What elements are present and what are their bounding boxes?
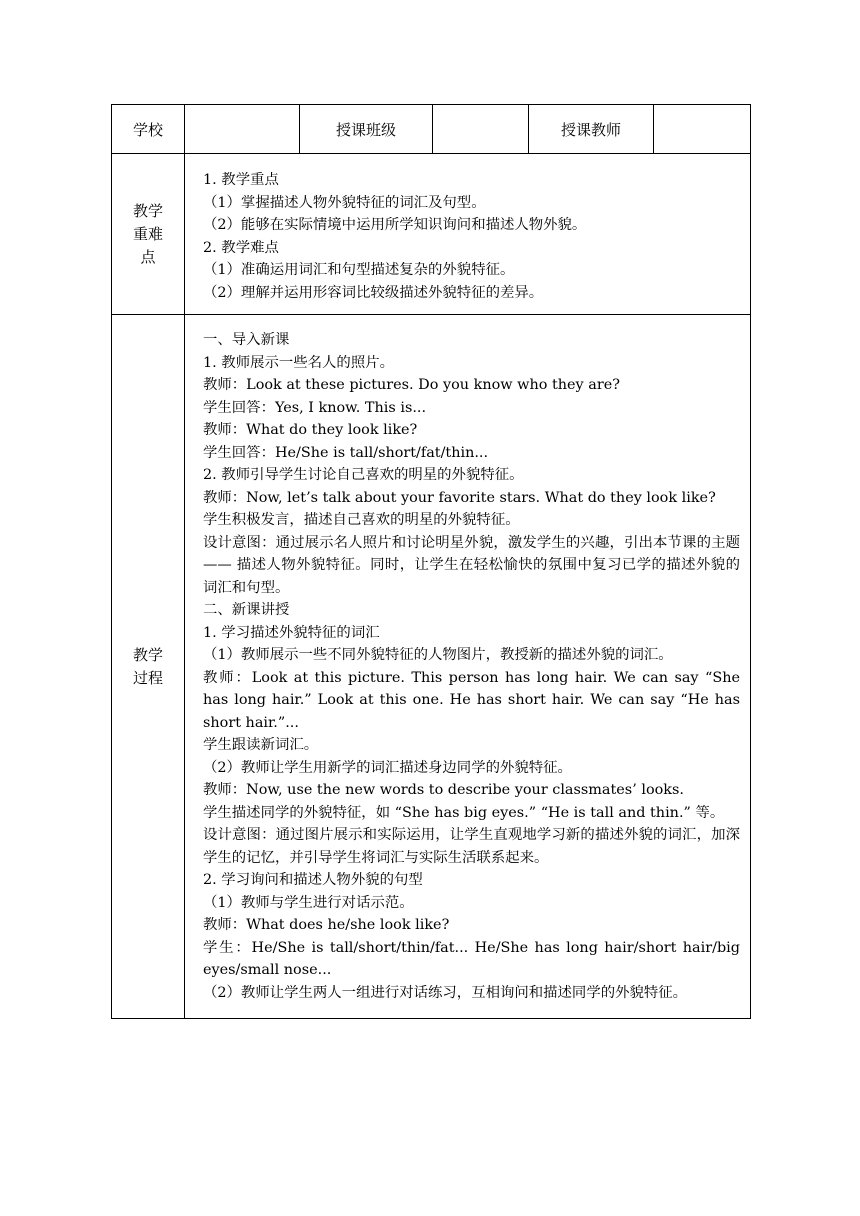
process-line: 教师：Now, use the new words to describe your classmates’ looks. [203,782,684,798]
header-row [112,105,751,154]
key-points-label [112,154,185,315]
school-value [185,105,300,154]
process-line: 教师：What do they look like? [203,422,418,438]
school-label: 学校 [112,105,185,154]
class-label: 授课班级 [300,105,433,154]
process-line: 二、新课讲授 [203,602,290,618]
key-points-line: （1）准确运用词汇和句型描述复杂的外貌特征。 [203,262,515,278]
key-points-line: （2）能够在实际情境中运用所学知识询问和描述人物外貌。 [203,217,587,233]
process-content [185,315,751,1019]
key-points-label-line: 点 [140,247,156,266]
teacher-label: 授课教师 [529,105,654,154]
process-label [112,315,185,1019]
process-line: （2）教师让学生两人一组进行对话练习，互相询问和描述同学的外貌特征。 [203,984,688,1001]
process-label-line: 教学 [132,645,163,664]
process-line: 1. 教师展示一些名人的照片。 [203,354,394,371]
process-line: 学生回答：He/She is tall/short/fat/thin... [203,444,489,461]
process-line: 学生描述同学的外貌特征，如 “She has big eyes.” “He is tall and thin.” 等。 [203,804,725,821]
process-line: 一、导入新课 [203,332,290,348]
process-line: （1）教师展示一些不同外貌特征的人物图片，教授新的描述外貌的词汇。 [203,647,673,663]
process-line: 教师：What does he/she look like? [203,917,450,933]
key-points-line: 2. 教学难点 [203,239,279,256]
process-line: 学生积极发言，描述自己喜欢的明星的外貌特征。 [203,512,520,528]
key-points-content [185,154,751,315]
process-line: 设计意图：通过展示名人照片和讨论明星外貌，激发学生的兴趣，引出本节课的主题 —— 描述人物外貌特征。同时，让学生在轻松愉快的氛围中复习已学的描述外貌的词汇和句型。 [203,534,740,596]
key-points-line: （2）理解并运用形容词比较级描述外貌特征的差异。 [203,284,544,301]
process-line: 设计意图：通过图片展示和实际运用，让学生直观地学习新的描述外貌的词汇，加深学生的记忆，并引导学生将词汇与实际生活联系起来。 [203,827,740,866]
process-line: 2. 教师引导学生讨论自己喜欢的明星的外貌特征。 [203,467,524,483]
process-line: 教师：Look at these pictures. Do you know who they are? [203,377,620,393]
process-line: 教师：Look at this picture. This person has long hair. We can say “She has long hair.” Look at this one. He has short hair. We can say “He has short hair.”... [203,669,740,731]
teacher-value [654,105,751,154]
process-line: 学生跟读新词汇。 [203,737,319,753]
process-line: 教师：Now, let’s talk about your favorite stars. What do they look like? [203,489,716,506]
class-value [433,105,529,154]
key-points-line: 1. 教学重点 [203,172,279,188]
process-line: 1. 学习描述外貌特征的词汇 [203,624,380,641]
key-points-label-line: 教学 [132,201,163,220]
process-label-line: 过程 [132,668,163,687]
key-points-label-line: 重难 [132,224,163,243]
key-points-line: （1）掌握描述人物外貌特征的词汇及句型。 [203,194,486,211]
process-line: 2. 学习询问和描述人物外貌的句型 [203,872,423,888]
lesson-plan-table [111,104,751,1019]
key-points-row [112,154,751,315]
process-line: 学生回答：Yes, I know. This is... [203,399,427,416]
process-line: （1）教师与学生进行对话示范。 [203,894,414,911]
process-row [112,315,751,1019]
process-line: （2）教师让学生用新学的词汇描述身边同学的外貌特征。 [203,759,572,776]
process-line: 学生：He/She is tall/short/thin/fat... He/She has long hair/short hair/big eyes/small nose... [203,939,740,978]
